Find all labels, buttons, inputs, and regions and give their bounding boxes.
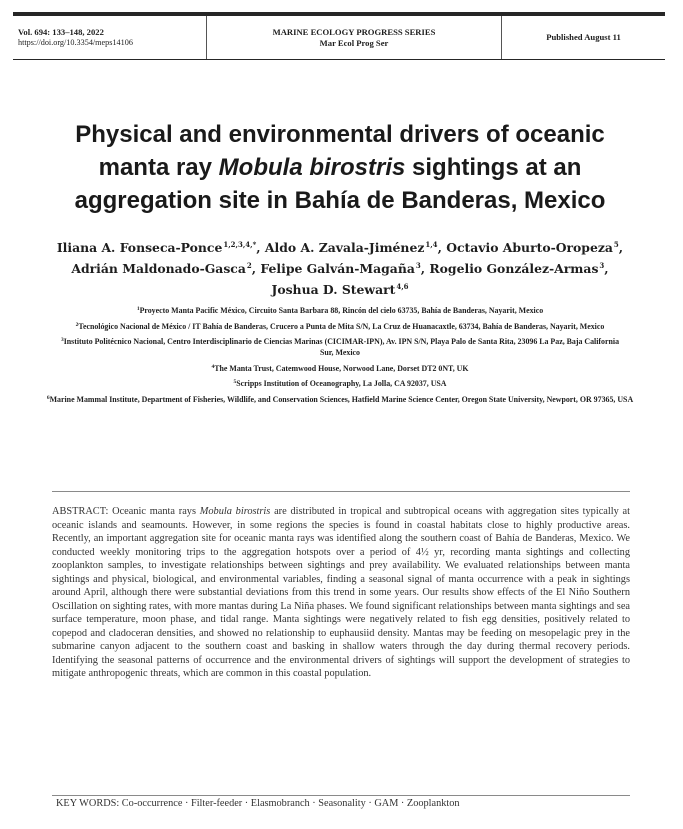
affiliation-text: The Manta Trust, Catemwood House, Norwood Lane, Dorset DT2 0NT, UK — [214, 363, 469, 373]
journal-header — [13, 12, 665, 60]
title-line-2-end: sightings at an — [405, 154, 582, 181]
affiliation-list — [20, 304, 660, 409]
affiliation — [20, 362, 660, 374]
author-separator: , — [251, 261, 261, 276]
author-affiliation-marker: 3 — [415, 261, 421, 270]
author-name: Aldo A. Zavala-Jiménez — [264, 240, 425, 255]
affiliation — [20, 377, 660, 389]
author-affiliation-marker: 5 — [613, 240, 619, 249]
journal-series: MARINE ECOLOGY PROGRESS SERIES — [272, 26, 436, 37]
author-affiliation-marker: 1,4 — [425, 240, 438, 249]
abstract-intro: Oceanic manta rays — [112, 506, 200, 517]
publication-date — [502, 16, 665, 59]
affiliation-text: Scripps Institution of Oceanography, La Jolla, CA 92037, USA — [236, 379, 447, 389]
affiliation-number: 6 — [46, 394, 50, 401]
title-species-name: Mobula birostris — [218, 154, 406, 181]
affiliation-number: 1 — [136, 306, 140, 312]
abstract-species-name: Mobula birostris — [199, 506, 271, 517]
abstract-label: ABSTRACT: — [52, 506, 113, 517]
author-list — [10, 236, 670, 299]
affiliation-number: 3 — [60, 337, 64, 344]
author-separator: , — [437, 240, 447, 255]
affiliation-number: 2 — [75, 321, 79, 328]
affiliation-text: Proyecto Manta Pacific México, Circuito Santa Barbara 88, Rincón del cielo 63735, Bahía de Banderas, Nayarit, Mexico — [139, 306, 544, 315]
keywords — [56, 797, 636, 811]
affiliation-number: 4 — [211, 363, 215, 370]
author-name: Joshua D. Stewart — [271, 282, 396, 297]
author-name: Felipe Galván-Magaña — [260, 261, 415, 276]
keywords-label: KEY WORDS: — [56, 798, 122, 809]
affiliation-number: 5 — [233, 379, 237, 386]
author-affiliation-marker: 1,2,3,4,* — [223, 240, 257, 249]
author-separator: , — [604, 261, 609, 276]
affiliation-text: Marine Mammal Institute, Department of Fisheries, Wildlife, and Conservation Sciences, Hatfield Marine Science Center, Oregon State University, Newport, OR 97365, USA — [49, 394, 634, 404]
affiliation — [20, 335, 660, 358]
abstract-body: are distributed in tropical and subtropical oceans with aggregation sites typically at oceanic islands and seamounts. However, in some regions the species is found in coastal habitats close to highly productive areas. Recently, an important aggregation site for oceanic manta rays was identified along the southern coast of Bahía de Banderas, Mexico. We conducted weekly monitoring trips to the aggregation hotspots over a period of 4½ yr, recording manta sightings and collecting zooplankton samples, to investigate relationships between sightings and prey availability. We evaluated relationships between manta sightings and physical, biological, and environmental variables, finding a seasonal signal of manta occurrence with a peak in sightings around April, although there were substantial deviations from this trend in some years. Our results show effects of the El Niño Southern Oscillation on sighting rates, with more mantas during La Niña phases. We found significant relationships between manta sightings and sea surface temperature, moon phase, and tidal range. Manta sightings were negatively related to fish egg densities, positively related to copepod and cladoceran densities, and showed no relationship to euphausiid density. Mantas may be feeding on mesopelagic prey in the submarine canyon adjacent to the southern coast and basking in shallow waters through the day during thermal recovery periods. Identifying the seasonal patterns of occurrence and the environmental drivers of sightings will support the development of strategies to mitigate anthropogenic threats, which are common in this coastal population. — [52, 506, 630, 679]
doi-link[interactable]: https://doi.org/10.3354/meps14106 — [18, 37, 133, 47]
author-name: Iliana A. Fonseca-Ponce — [56, 240, 223, 255]
author-affiliation-marker: 3 — [599, 261, 605, 270]
abstract-block — [52, 491, 630, 796]
title-line-1: Physical and environmental drivers of oceanic — [75, 121, 605, 148]
author-separator: , — [618, 240, 624, 255]
affiliation-text: Instituto Politécnico Nacional, Centro Interdisciplinario de Ciencias Marinas (CICIMAR-IPN), Av. IPN S/N, Playa Palo de Santa Rita, 23096 La Paz, Baja California Sur, Mexico — [63, 337, 620, 358]
affiliation-text: Tecnológico Nacional de México / IT Bahía de Banderas, Crucero a Punta de Mita S/N, La Cruz de Huanacaxtle, 63734, Bahía de Banderas, Nayarit, Mexico — [78, 321, 605, 331]
published-date: Published August 11 — [546, 32, 621, 43]
title-line-2-start: manta ray — [98, 154, 219, 181]
title-line-3: aggregation site in Bahía de Banderas, Mexico — [74, 187, 606, 214]
affiliation — [20, 393, 660, 405]
journal-name — [207, 16, 502, 59]
author-name: Adrián Maldonado-Gasca — [71, 261, 246, 276]
author-separator: , — [420, 261, 430, 276]
author-affiliation-marker: 4,6 — [396, 282, 409, 291]
article-title — [20, 118, 660, 217]
affiliation — [20, 320, 660, 332]
affiliation — [20, 304, 660, 316]
author-affiliation-marker: 2 — [246, 261, 252, 270]
keywords-text: Co-occurrence · Filter-feeder · Elasmobranch · Seasonality · GAM · Zooplankton — [121, 798, 460, 809]
author-name: Octavio Aburto-Oropeza — [446, 240, 613, 255]
author-separator: , — [256, 240, 265, 255]
volume-pages: Vol. 694: 133–148, 2022 — [18, 27, 104, 37]
author-name: Rogelio González-Armas — [429, 261, 599, 276]
journal-abbrev: Mar Ecol Prog Ser — [319, 37, 389, 48]
volume-info — [13, 16, 207, 59]
